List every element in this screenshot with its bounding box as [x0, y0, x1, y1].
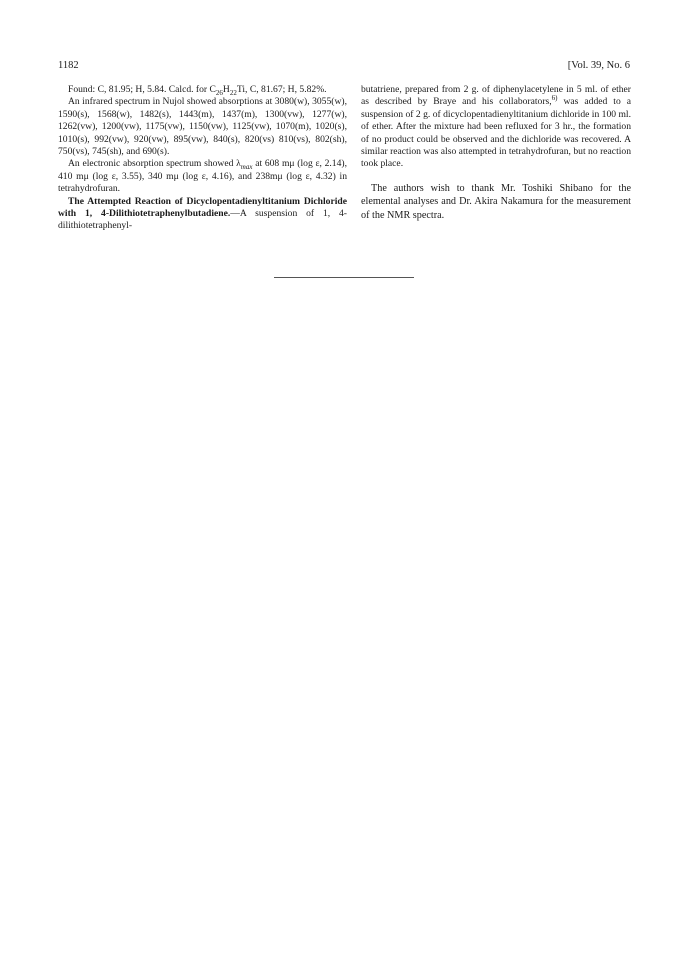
- left-column: [58, 84, 347, 233]
- end-rule: [274, 277, 414, 278]
- electronic-absorption-paragraph: [58, 158, 347, 195]
- absorption-text-a: An electronic absorption spectrum showed λ: [68, 158, 241, 170]
- analysis-subscript-h: 22: [229, 88, 237, 97]
- reference-superscript: 6): [551, 94, 558, 103]
- continuation-text-a: butatriene, prepared from 2 g. of diphenylacetylene in 5 ml. of ether as described by Braye and his collaborators,: [361, 84, 631, 108]
- analysis-subscript-c: 26: [215, 88, 223, 97]
- reaction-continuation-paragraph: [361, 84, 631, 171]
- attempted-reaction-text: —A suspension of 1, 4-dilithiotetraphenyl-: [58, 208, 348, 232]
- journal-reference: [Vol. 39, No. 6: [567, 60, 630, 71]
- attempted-reaction-paragraph: [58, 196, 347, 233]
- analysis-text-a: Found: C, 81.95; H, 5.84. Calcd. for C: [68, 84, 216, 95]
- lambda-max-subscript: max: [240, 163, 253, 172]
- absorption-text-b: at 608 mμ (log ε, 2.14), 410 mμ (log ε, 3.55), 340 mμ (log ε, 4.16), and 238mμ (log ε, 4.32) in tetrahydrofuran.: [58, 158, 347, 195]
- analysis-text-c: Ti, C, 81.67; H, 5.82%.: [236, 84, 327, 95]
- infrared-paragraph: An infrared spectrum in Nujol showed absorptions at 3080(w), 3055(w), 1590(s), 1568(w), 1482(s), 1443(m), 1437(m), 1300(vw), 1277(w), 1262(vw), 1200(vw), 1175(vw), 1150(vw), 1125(vw), 1070(m), 1020(s), 1010(s), 992(vw), 920(vw), 895(vw), 840(s), 820(vs) 810(vs), 802(sh), 750(vs), 745(sh), and 690(s).: [58, 96, 347, 158]
- analysis-text-b: H: [222, 84, 230, 95]
- section-heading: The Attempted Reaction of Dicyclopentadienyltitanium Dichloride with 1, 4-Dilithiotetraphenylbutadiene.: [58, 195, 347, 220]
- right-column: [361, 84, 631, 223]
- page-number: 1182: [58, 60, 79, 71]
- elemental-analysis-paragraph: [58, 84, 347, 96]
- continuation-text-b: was added to a suspension of 2 g. of dicyclopentadienyltitanium dichloride in 100 ml. of ether. After the mixture had been refluxed for 3 hr., the formation of no product could be observed and the dichloride was recovered. A similar reaction was also attempted in tetrahydrofuran, but no reaction took place.: [361, 96, 631, 170]
- acknowledgement-paragraph: The authors wish to thank Mr. Toshiki Shibano for the elemental analyses and Dr. Akira Nakamura for the measurement of the NMR spectra.: [361, 182, 631, 222]
